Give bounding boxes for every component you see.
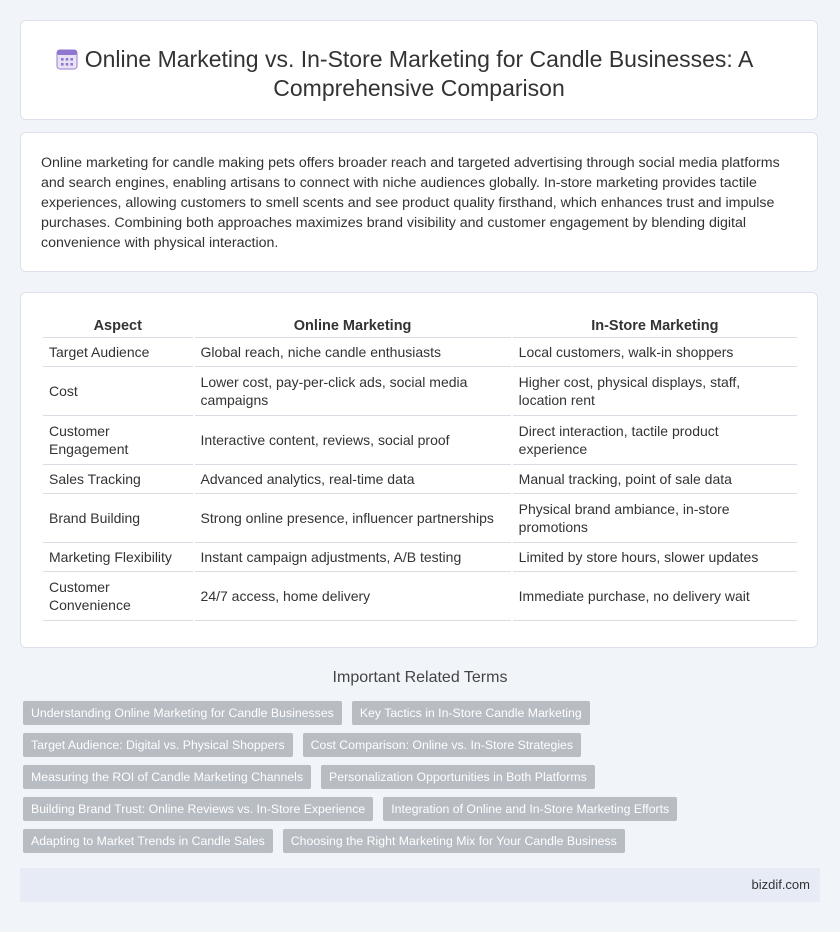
table-row [43,494,797,543]
online-cell: Lower cost, pay-per-click ads, social media campaigns [195,367,511,416]
online-cell: 24/7 access, home delivery [195,572,511,621]
in-store-cell: Manual tracking, point of sale data [513,465,797,494]
title-card [20,20,818,120]
column-header-in-store: In-Store Marketing [513,315,797,338]
intro-paragraph: Online marketing for candle making pets offers broader reach and targeted advertising through social media platforms and search engines, enabling artisans to connect with niche audiences globally. In-store marketing provides tactile experiences, allowing customers to smell scents and see product quality firsthand, which enhances trust and impulse purchases. Combining both approaches maximizes brand visibility and customer engagement by blending digital convenience with physical interaction. [41,155,780,251]
aspect-cell: Sales Tracking [43,465,193,494]
aspect-cell: Target Audience [43,338,193,367]
related-term-tag[interactable]: Target Audience: Digital vs. Physical Shoppers [23,733,293,757]
comparison-table [41,315,799,621]
in-store-cell: Immediate purchase, no delivery wait [513,572,797,621]
related-term-tag[interactable]: Understanding Online Marketing for Candle Businesses [23,701,342,725]
related-term-tag[interactable]: Key Tactics in In-Store Candle Marketing [352,701,590,725]
in-store-cell: Physical brand ambiance, in-store promotions [513,494,797,543]
table-row [43,338,797,367]
aspect-cell: Marketing Flexibility [43,543,193,572]
related-term-tag[interactable]: Building Brand Trust: Online Reviews vs. In-Store Experience [23,797,373,821]
in-store-cell: Local customers, walk-in shoppers [513,338,797,367]
tag-row [23,765,823,797]
related-term-tag[interactable]: Choosing the Right Marketing Mix for Your Candle Business [283,829,625,853]
related-terms-list [23,701,823,861]
site-link[interactable]: bizdif.com [751,877,810,892]
aspect-cell: Cost [43,367,193,416]
intro-card [20,132,818,272]
page-title-line-2: Comprehensive Comparison [273,75,565,101]
related-term-tag[interactable]: Measuring the ROI of Candle Marketing Channels [23,765,311,789]
related-term-tag[interactable]: Personalization Opportunities in Both Platforms [321,765,595,789]
in-store-cell: Higher cost, physical displays, staff, location rent [513,367,797,416]
tag-row [23,733,823,765]
aspect-cell: Customer Convenience [43,572,193,621]
online-cell: Strong online presence, influencer partnerships [195,494,511,543]
related-terms-heading: Important Related Terms [332,669,508,686]
in-store-cell: Limited by store hours, slower updates [513,543,797,572]
table-row [43,416,797,465]
comparison-card [20,292,818,648]
online-cell: Instant campaign adjustments, A/B testing [195,543,511,572]
column-header-online: Online Marketing [195,315,511,338]
online-cell: Interactive content, reviews, social proof [195,416,511,465]
table-row [43,572,797,621]
related-term-tag[interactable]: Adapting to Market Trends in Candle Sales [23,829,273,853]
online-cell: Advanced analytics, real-time data [195,465,511,494]
aspect-cell: Brand Building [43,494,193,543]
tag-row [23,701,823,733]
tag-row [23,797,823,829]
table-row [43,367,797,416]
column-header-aspect: Aspect [43,315,193,338]
related-term-tag[interactable]: Integration of Online and In-Store Marketing Efforts [383,797,677,821]
online-cell: Global reach, niche candle enthusiasts [195,338,511,367]
page-title [21,45,817,103]
aspect-cell: Customer Engagement [43,416,193,465]
table-header-row [43,315,797,338]
footer [20,868,820,902]
table-row [43,465,797,494]
tag-row [23,829,823,861]
related-term-tag[interactable]: Cost Comparison: Online vs. In-Store Strategies [303,733,581,757]
table-row [43,543,797,572]
page-title-line-1: Online Marketing vs. In-Store Marketing for Candle Businesses: A [84,46,754,72]
in-store-cell: Direct interaction, tactile product experience [513,416,797,465]
